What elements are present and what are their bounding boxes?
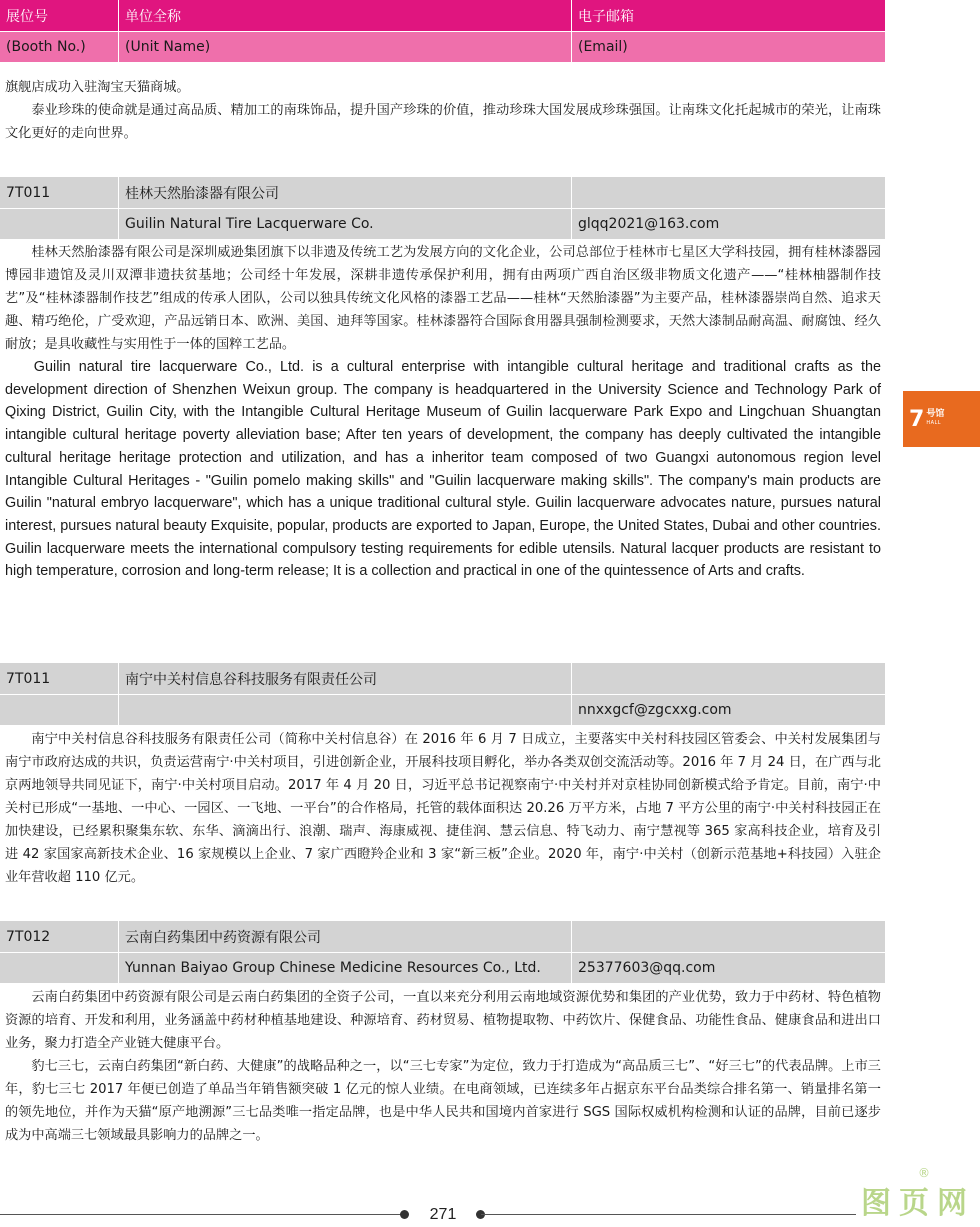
exhibitor-3-booth-blank bbox=[0, 953, 118, 983]
exhibitor-3-row-cn bbox=[0, 921, 885, 952]
header-row-cn bbox=[0, 0, 885, 31]
header-row-en bbox=[0, 31, 885, 62]
exhibitor-3-booth: 7T012 bbox=[6, 928, 51, 945]
exhibitor-3-email[interactable]: 25377603@qq.com bbox=[571, 953, 885, 983]
exhibitor-1-name-cn: 桂林天然胎漆器有限公司 bbox=[118, 177, 571, 208]
hall-label-stack bbox=[926, 410, 944, 428]
exhibitor-2-booth: 7T011 bbox=[6, 670, 51, 687]
watermark-logo bbox=[856, 1172, 980, 1227]
header-unit-en: (Unit Name) bbox=[118, 32, 571, 62]
footer-line-right bbox=[481, 1214, 881, 1215]
exhibitor-1-desc-en: Guilin natural tire lacquerware Co., Ltd. is a cultural enterprise with intangible cultural heritage and traditional crafts as the development direction of Shenzhen Weixun group. The company is headquartered in the University Science and Technology Park of Qixing District, Guilin City, with the Intangible Cultural Heritage Museum of Guilin lacquerware Park Expo and Lingchuan Shuangtan intangible cultural heritage poverty alleviation base; After ten years of development, the company has deeply cultivated the intangible cultural heritage heritage protection and utilization, and has a inheritor team composed of two Guangxi autonomous region level Intangible Cultural Heritages - "Guilin pomelo making skills" and "Guilin lacquerware making skills". The company's main products are Guilin "natural embryo lacquerware", which has a unique traditional cultural style. Guilin lacquerware advocates nature, pursues natural interest, pursues natural beauty Exquisite, popular, products are exported to Japan, Europe, the United States, Dubai and other countries. Guilin lacquerware meets the international compulsory testing requirements for edible utensils. Natural lacquer products are resistant to high temperature, corrosion and long-term release; It is a collection and practical in one of the quintessence of Arts and crafts. bbox=[5, 359, 881, 580]
hall-label-en: HALL bbox=[926, 420, 942, 426]
exhibitor-1-booth-blank bbox=[0, 209, 118, 239]
exhibitor-2-row-cn bbox=[0, 663, 885, 694]
header-email-en: (Email) bbox=[571, 32, 885, 62]
header-unit-cn: 单位全称 bbox=[118, 0, 571, 31]
exhibitor-1-booth: 7T011 bbox=[6, 184, 51, 201]
exhibitor-1-row-en bbox=[0, 208, 885, 239]
watermark-registered-mark: ® bbox=[918, 1166, 930, 1180]
exhibitor-1-name-en: Guilin Natural Tire Lacquerware Co. bbox=[118, 209, 571, 239]
intro-line: 旗舰店成功入驻淘宝天猫商城。 bbox=[5, 80, 190, 95]
header-table bbox=[0, 0, 885, 62]
exhibitor-2-booth-blank bbox=[0, 695, 118, 725]
header-email-cn: 电子邮箱 bbox=[571, 0, 885, 31]
exhibitor-1-email[interactable]: glqq2021@163.com bbox=[571, 209, 885, 239]
exhibitor-1-row-cn bbox=[0, 177, 885, 208]
exhibitor-3-row-en bbox=[0, 952, 885, 983]
header-booth-en: (Booth No.) bbox=[6, 39, 86, 55]
exhibitor-3-name-en: Yunnan Baiyao Group Chinese Medicine Resources Co., Ltd. bbox=[118, 953, 571, 983]
intro-paragraph: 泰业珍珠的使命就是通过高品质、精加工的南珠饰品，提升国产珍珠的价值，推动珍珠大国发展成珍珠强国。让南珠文化托起城市的荣光，让南珠文化更好的走向世界。 bbox=[5, 103, 881, 141]
hall-side-tab bbox=[903, 391, 980, 447]
exhibitor-2-email-blank bbox=[571, 663, 885, 694]
exhibitor-1-desc-cn: 桂林天然胎漆器有限公司是深圳威逊集团旗下以非遗及传统工艺为发展方向的文化企业，公司总部位于桂林市七星区大学科技园，拥有桂林漆器园博园非遗馆及灵川双潭非遗扶贫基地；公司经十年发展，深耕非遗传承保护利用，拥有由两项广西自治区级非物质文化遗产——“桂林柚器制作技艺”及“桂林漆器制作技艺”组成的传承人团队，公司以独具传统文化风格的漆器工艺品——桂林“天然胎漆器”为主要产品，桂林漆器崇尚自然、追求天趣、精巧绝伦，广受欢迎，产品远销日本、欧洲、美国、迪拜等国家。桂林漆器符合国际食用器具强制检测要求，天然大漆制品耐高温、耐腐蚀、经久耐放；是具收藏性与实用性于一体的国粹工艺品。 bbox=[5, 245, 881, 352]
hall-label: 号馆 bbox=[926, 409, 945, 419]
watermark-text: 图页网 bbox=[861, 1185, 975, 1221]
footer-dot-left bbox=[400, 1210, 409, 1219]
hall-number: 7 bbox=[909, 406, 925, 432]
header-booth-cn: 展位号 bbox=[6, 8, 48, 25]
exhibitor-2-name-cn: 南宁中关村信息谷科技服务有限责任公司 bbox=[118, 663, 571, 694]
exhibitor-1-email-blank bbox=[571, 177, 885, 208]
exhibitor-3-name-cn: 云南白药集团中药资源有限公司 bbox=[118, 921, 571, 952]
page-number: 271 bbox=[429, 1206, 457, 1223]
exhibitor-2-email[interactable]: nnxxgcf@zgcxxg.com bbox=[571, 695, 885, 725]
footer-line-left bbox=[0, 1214, 405, 1215]
exhibitor-3-desc-cn-2: 豹七三七，云南白药集团“新白药、大健康”的战略品种之一，以“三七专家”为定位，致力于打造成为“高品质三七”、“好三七”的代表品牌。上市三年，豹七三七 2017 年便已创造了单品当年销售额突破 1 亿元的惊人业绩。在电商领域，已连续多年占据京东平台品类综合排名第一、销量排名第一的领先地位，并作为天猫“原产地溯源”三七品类唯一指定品牌，也是中华人民共和国境内首家进行 SGS 国际权威机构检测和认证的品牌，目前已逐步成为中高端三七领域最具影响力的品牌之一。 bbox=[5, 1059, 881, 1143]
exhibitor-3-email-blank bbox=[571, 921, 885, 952]
exhibitor-2-desc-cn: 南宁中关村信息谷科技服务有限责任公司（简称中关村信息谷）在 2016 年 6 月 7 日成立，主要落实中关村科技园区管委会、中关村发展集团与南宁市政府达成的共识，负责运营南宁·中关村项目，引进创新企业，开展科技项目孵化，举办各类双创交流活动等。2016 年 7 月 24 日，在广西与北京两地领导共同见证下，南宁·中关村项目启动。2017 年 4 月 20 日，习近平总书记视察南宁·中关村并对京桂协同创新模式给予肯定。目前，南宁·中关村已形成“一基地、一中心、一园区、一飞地、一平台”的合作格局，托管的载体面积达 20.26 万平方米，占地 7 平方公里的南宁·中关村科技园正在加快建设，已经累积聚集东软、东华、滴滴出行、浪潮、瑞声、海康威视、捷佳润、慧云信息、特飞动力、南宁慧视等 365 家高科技企业，培育及引进 42 家国家高新技术企业、16 家规模以上企业、7 家广西瞪羚企业和 3 家“新三板”企业。2020 年，南宁·中关村（创新示范基地+科技园）入驻企业年营收超 110 亿元。 bbox=[5, 732, 881, 885]
exhibitor-2-row-en bbox=[0, 694, 885, 725]
exhibitor-3-desc-cn: 云南白药集团中药资源有限公司是云南白药集团的全资子公司，一直以来充分利用云南地域资源优势和集团的产业优势，致力于中药材、特色植物资源的培育、开发和利用，业务涵盖中药材种植基地建设、种源培育、药材贸易、植物提取物、中药饮片、保健食品、功能性食品、健康食品和进出口业务，聚力打造全产业链大健康平台。 bbox=[5, 990, 881, 1051]
exhibitor-2-name-en bbox=[118, 695, 571, 725]
